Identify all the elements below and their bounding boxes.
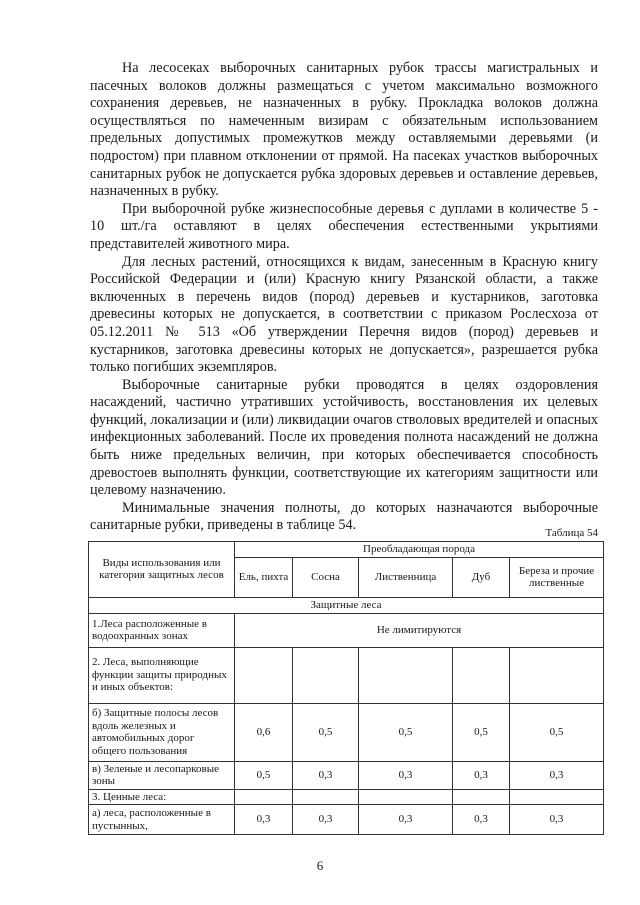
section-row [89,597,604,613]
empty-cell [235,647,293,703]
row-label: 3. Ценные леса: [89,789,235,805]
empty-cell [510,647,604,703]
value-cell: 0,6 [235,703,293,761]
empty-cell [293,647,359,703]
empty-cell [359,647,453,703]
species-larch: Лиственница [359,557,453,597]
value-cell: 0,5 [359,703,453,761]
value-cell: 0,5 [235,761,293,789]
value-cell: 0,3 [235,805,293,835]
header-group: Преобладающая порода [235,542,604,558]
value-cell: 0,3 [359,805,453,835]
value-cell: 0,5 [293,703,359,761]
not-limited-note: Не лимитируются [235,613,604,647]
section-protective: Защитные леса [89,597,604,613]
header-category: Виды использования или категория защитных лесов [89,542,235,598]
paragraph-2: При выборочной рубке жизнеспособные деревья с дуплами в количестве 5 - 10 шт./га оставляют в целях обеспечения естественными укрытиями представителей животного мира. [90,200,598,252]
paragraph-1: На лесосеках выборочных санитарных рубок трассы магистральных и пасечных волоков должны размещаться с учетом максимально возможного сохранения деревьев, не назначенных в рубку. Прокладка волоков должна осуществляться по намеченным визирам с обязательным использованием предельных допустимых промежутков между оставляемыми деревьями (и подростом) при плавном отклонении от прямой. На пасеках участков выборочных санитарных рубок не допускается рубка здоровых деревьев и оставление деревьев, назначенных в рубку. [90,60,598,200]
table-row [89,613,604,647]
row-label: 1.Леса расположенные в водоохранных зонах [89,613,235,647]
table-header-row [89,542,604,558]
table-row [89,805,604,835]
paragraph-3: Для лесных растений, относящихся к видам, занесенным в Красную книгу Российской Федерации и (или) Красную книгу Рязанской области, а также включенных в перечень видов (пород) деревьев и кустарников, заготовка древесины которых не допускается, в соответствии с приказом Рослесхоза от 05.12.2011 № 513 «Об утверждении Перечня видов (пород) деревьев и кустарников, заготовка древесины которых не допускается», разрешается рубка только погибших экземпляров. [90,253,598,376]
page-number: 6 [316,858,324,873]
row-label: 2. Леса, выполняющие функции защиты природных и иных объектов: [89,647,235,703]
row-label: а) леса, расположенные в пустынных, [89,805,235,835]
value-cell: 0,3 [510,761,604,789]
density-table [88,541,604,835]
value-cell: 0,3 [359,761,453,789]
value-cell: 0,5 [453,703,510,761]
body-text [90,60,598,535]
species-spruce: Ель, пихта [235,557,293,597]
value-cell: 0,5 [510,703,604,761]
species-birch: Береза и прочие лиственные [510,557,604,597]
table-row [89,647,604,703]
paragraph-4: Выборочные санитарные рубки проводятся в целях оздоровления насаждений, частично утративших устойчивость, восстановления их целевых функций, локализации и (или) ликвидации очагов стволовых вредителей и опасных инфекционных заболеваний. После их проведения полнота насаждений не должна быть ниже предельных величин, при которых обеспечивается способность древостоев выполнять функции, соответствующие их категориям защитности или целевому назначению. [90,376,598,499]
table-row [89,789,604,805]
row-label: б) Защитные полосы лесов вдоль железных и автомобильных дорог общего пользования [89,703,235,761]
empty-cell [235,789,293,805]
value-cell: 0,3 [453,805,510,835]
row-label: в) Зеленые и лесопарковые зоны [89,761,235,789]
value-cell: 0,3 [293,805,359,835]
paragraph-5: Минимальные значения полноты, до которых назначаются выборочные санитарные рубки, приведены в таблице 54. [90,499,598,534]
table-row [89,761,604,789]
empty-cell [293,789,359,805]
empty-cell [453,789,510,805]
empty-cell [510,789,604,805]
value-cell: 0,3 [510,805,604,835]
value-cell: 0,3 [453,761,510,789]
value-cell: 0,3 [293,761,359,789]
empty-cell [453,647,510,703]
empty-cell [359,789,453,805]
table-row [89,703,604,761]
table-caption: Таблица 54 [545,527,598,539]
species-pine: Сосна [293,557,359,597]
species-oak: Дуб [453,557,510,597]
